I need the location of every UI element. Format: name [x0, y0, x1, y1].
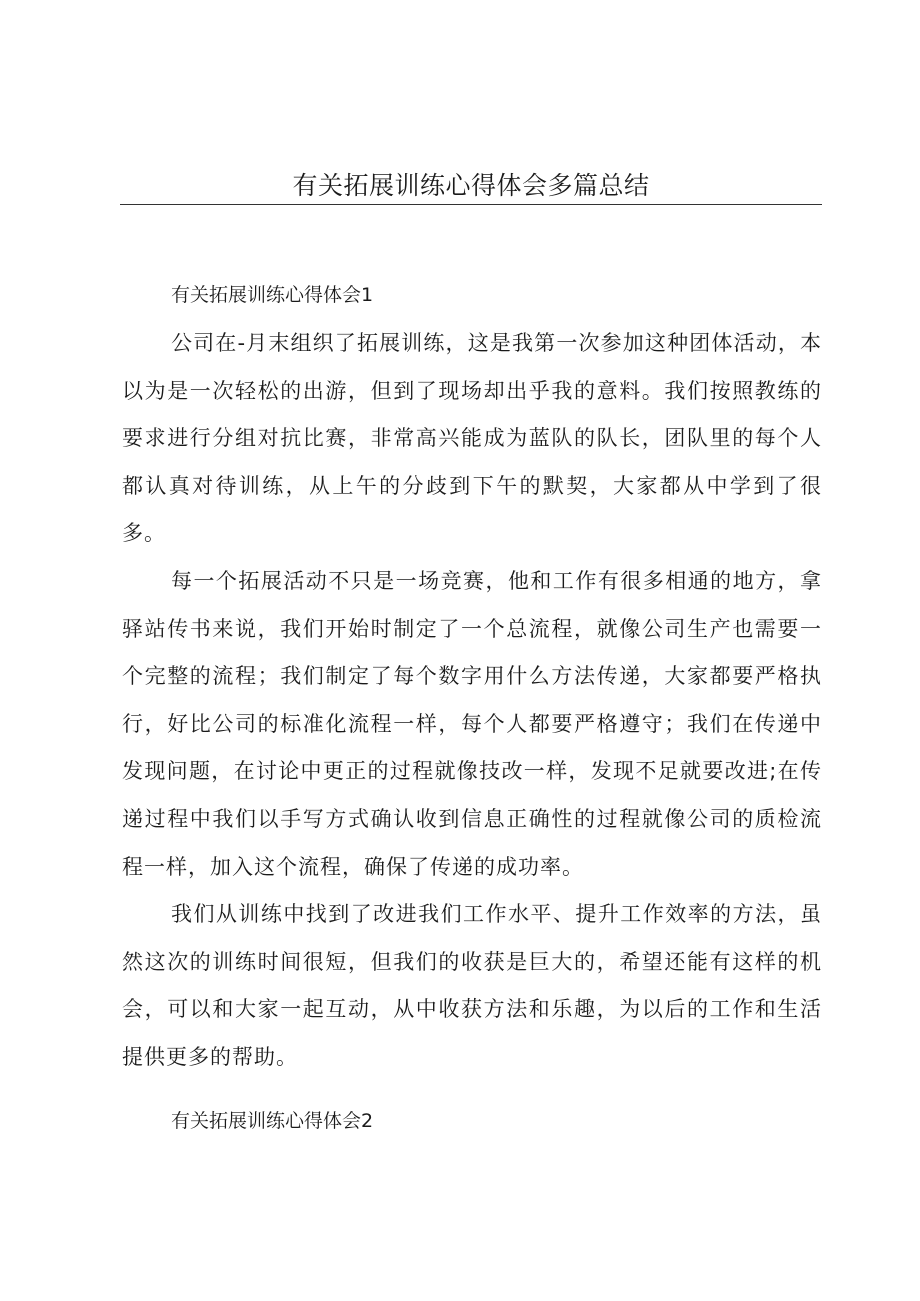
document-title: 有关拓展训练心得体会多篇总结	[292, 171, 650, 200]
paragraph: 每一个拓展活动不只是一场竞赛，他和工作有很多相通的地方，拿驿站传书来说，我们开始时制定了一个总流程，就像公司生产也需要一个完整的流程；我们制定了每个数字用什么方法传递，大家都要严格执行，好比公司的标准化流程一样，每个人都要严格遵守；我们在传递中发现问题，在讨论中更正的过程就像技改一样，发现不足就要改进;在传递过程中我们以手写方式确认收到信息正确性的过程就像公司的质检流程一样，加入这个流程，确保了传递的成功率。	[122, 568, 822, 879]
section-heading-1: 有关拓展训练心得体会1	[171, 284, 374, 306]
paragraph: 我们从训练中找到了改进我们工作水平、提升工作效率的方法，虽然这次的训练时间很短，但我们的收获是巨大的，希望还能有这样的机会，可以和大家一起互动，从中收获方法和乐趣，为以后的工作和生活提供更多的帮助。	[122, 902, 822, 1069]
title-divider	[120, 204, 822, 205]
section-heading-2: 有关拓展训练心得体会2	[171, 1109, 374, 1132]
paragraph: 公司在-月末组织了拓展训练，这是我第一次参加这种团体活动，本以为是一次轻松的出游，但到了现场却出乎我的意料。我们按照教练的要求进行分组对抗比赛，非常高兴能成为蓝队的队长，团队里的每个人都认真对待训练，从上午的分歧到下午的默契，大家都从中学到了很多。	[122, 331, 822, 546]
document-body	[122, 276, 822, 1140]
